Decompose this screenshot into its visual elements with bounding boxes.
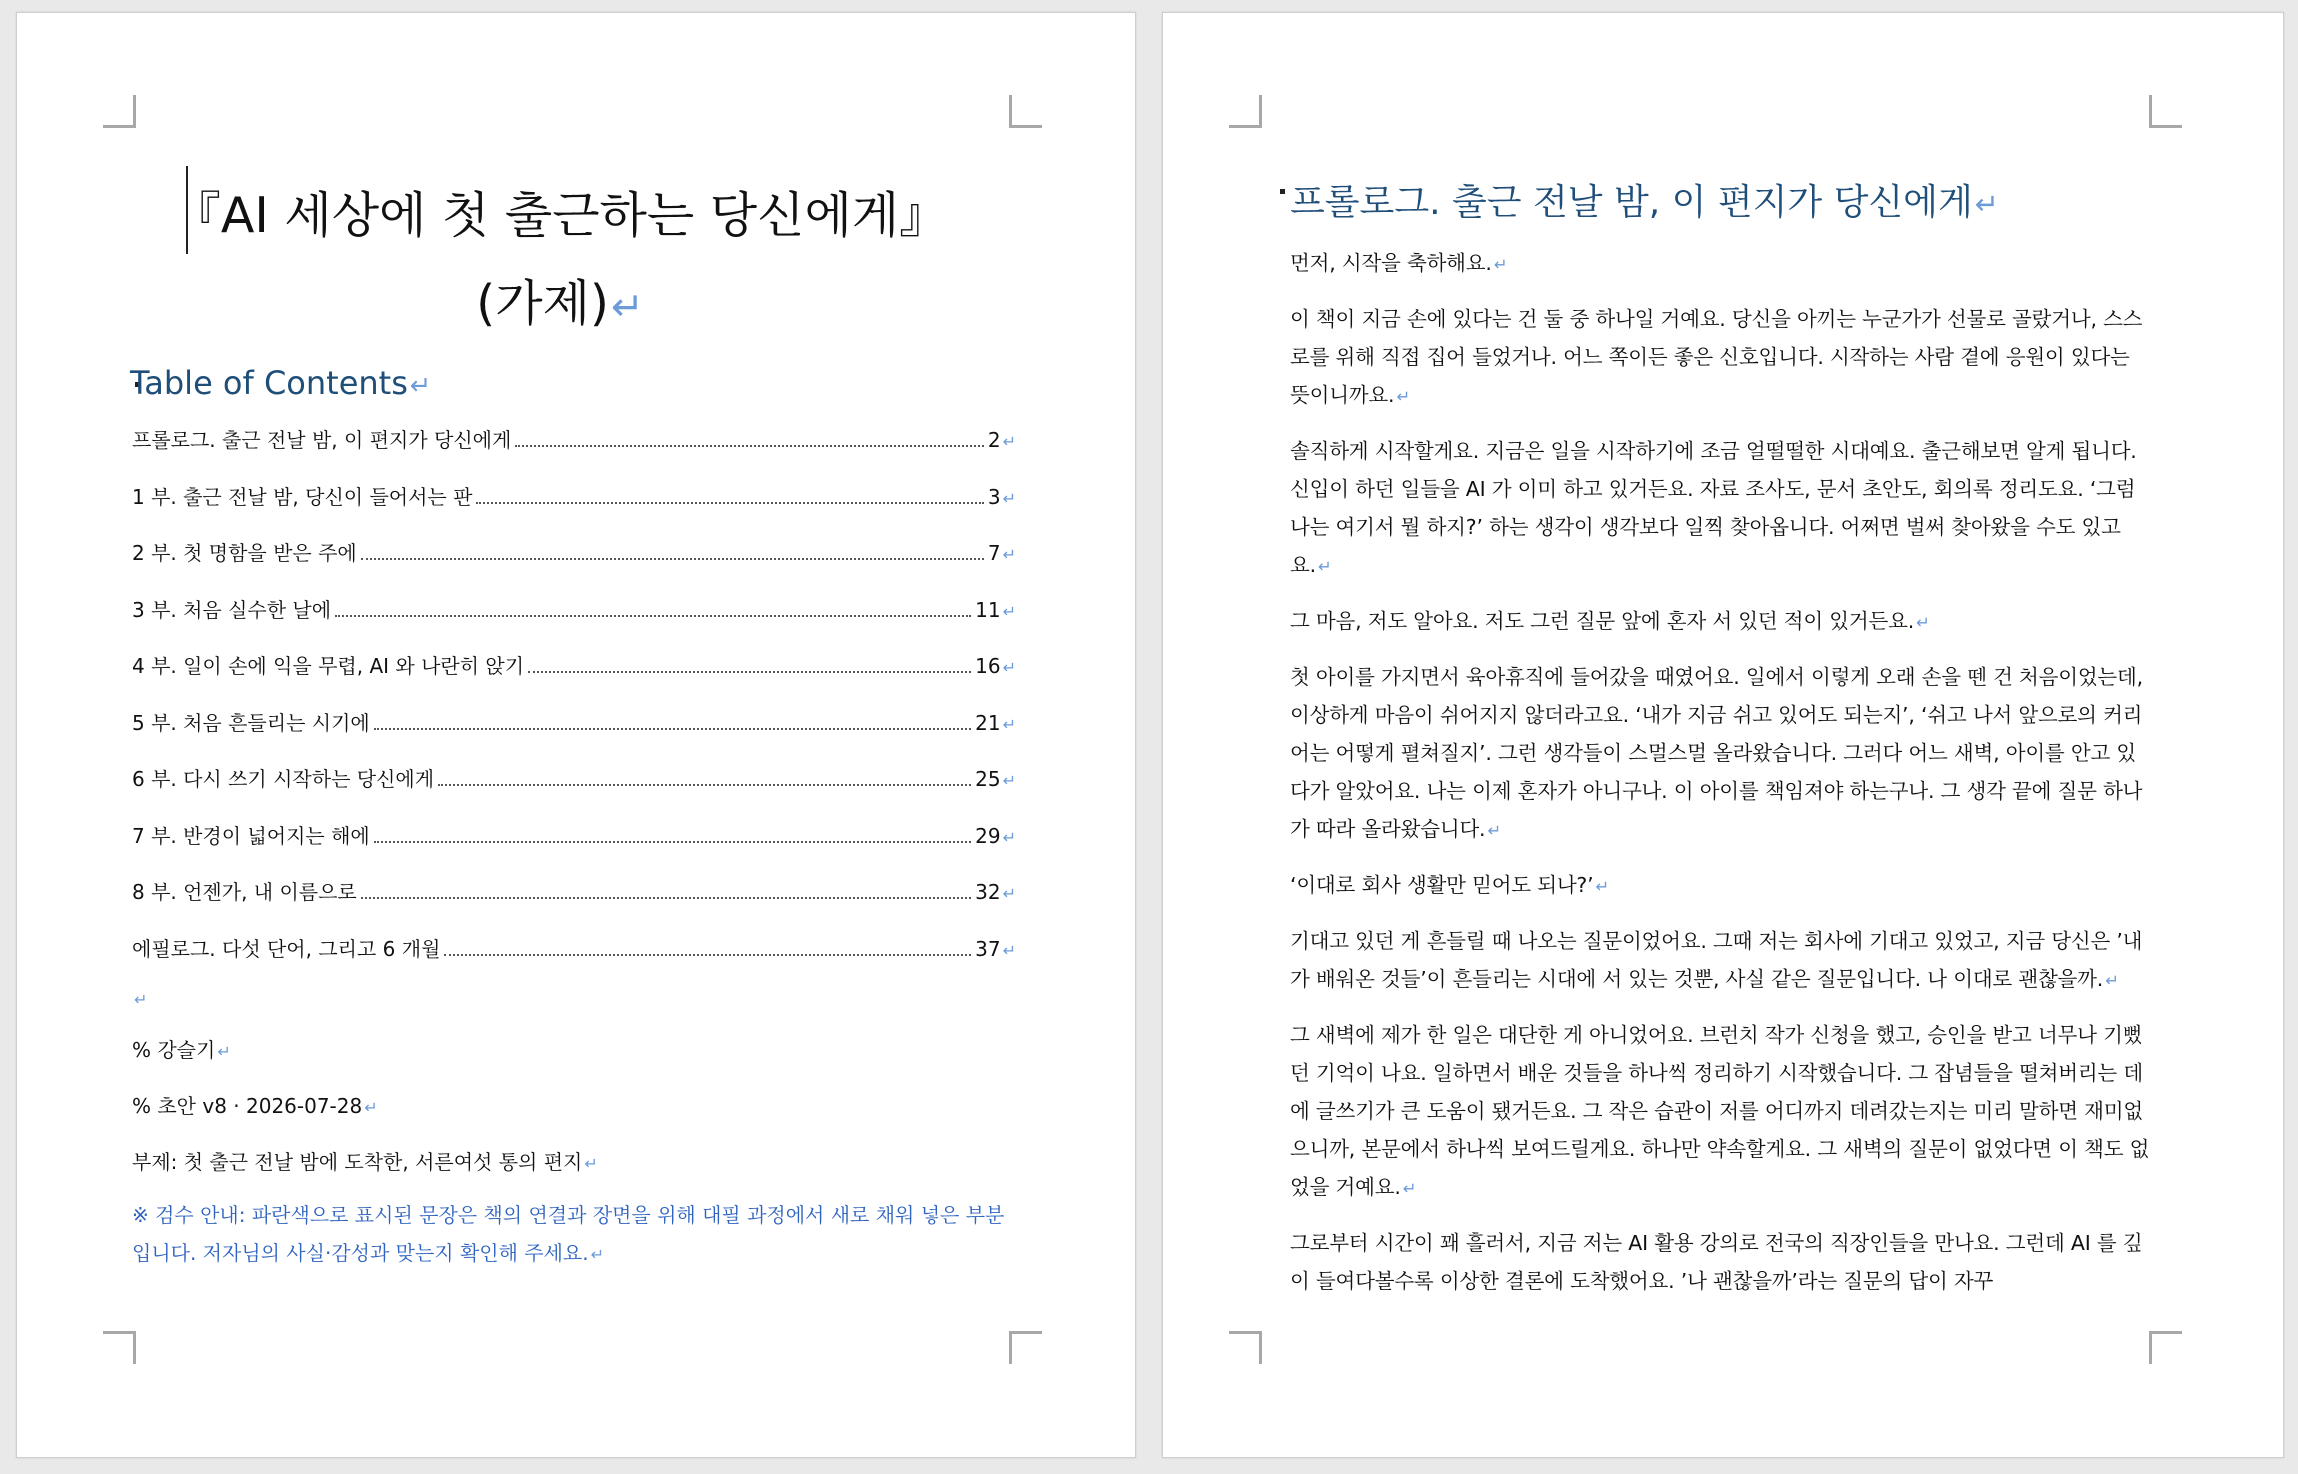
paragraph-mark-icon: ↵ — [1002, 827, 1016, 847]
document-title-line-2[interactable]: (가제)↵ — [476, 275, 644, 332]
toc-entry-page: 7 — [987, 541, 1001, 565]
toc-entry-page: 32 — [975, 880, 1001, 904]
toc-leader — [374, 841, 971, 843]
toc-entry[interactable] — [132, 537, 1016, 594]
paragraph-mark-icon: ↵ — [1396, 387, 1410, 406]
margin-mark-bottom-right — [1009, 1331, 1042, 1364]
paragraph-mark-icon: ↵ — [1002, 940, 1016, 960]
paragraph-mark-icon: ↵ — [1002, 884, 1016, 903]
toc-entry-title: 4 부. 일이 손에 익을 무렵, AI 와 나란히 앉기 — [132, 654, 525, 678]
toc-entry-page: 2 — [987, 428, 1001, 452]
toc-entry[interactable] — [132, 763, 1016, 820]
toc-entry-title: 7 부. 반경이 넓어지는 해에 — [132, 823, 370, 848]
subtitle-line[interactable]: 부제: 첫 출근 전날 밤에 도착한, 서른여섯 통의 편지 ↵ — [132, 1150, 598, 1174]
margin-mark-bottom-left — [103, 1331, 136, 1364]
review-note[interactable]: ※ 검수 안내: 파란색으로 표시된 문장은 책의 연결과 장면을 위해 대필 과정에서 새로 채워 넣은 부분입니다. 저자님의 사실·감성과 맞는지 확인해 주세요. ↵ — [132, 1203, 1005, 1265]
paragraph-mark-icon: ↵ — [409, 371, 432, 401]
body-paragraph[interactable]: 기대고 있던 게 흔들릴 때 나오는 질문이었어요. 그때 저는 회사에 기대고 있었고, 지금 당신은 ’내가 배워온 것들’이 흔들리는 시대에 서 있는 것뿐, 사실 같은 질문입니다. 나 이대로 괜찮을까. ↵ — [1290, 929, 2143, 991]
toc-entry-page: 16 — [975, 654, 1001, 678]
toc-leader — [515, 445, 984, 447]
toc-entry-title: 2 부. 첫 명함을 받은 주에 — [132, 541, 357, 565]
toc-entry[interactable] — [132, 424, 1016, 481]
toc-entry-title: 5 부. 처음 흔들리는 시기에 — [132, 710, 370, 735]
paragraph-mark-icon: ↵ — [1487, 821, 1501, 840]
paragraph-mark-icon: ↵ — [1974, 187, 1999, 221]
body-paragraph[interactable]: 첫 아이를 가지면서 육아휴직에 들어갔을 때였어요. 일에서 이렇게 오래 손을 뗀 건 처음이었는데, 이상하게 마음이 쉬어지지 않더라고요. ‘내가 지금 쉬고 있어도 되는지’, ‘쉬고 나서 앞으로의 커리어는 어떻게 펼쳐질지’. 그런 생각들이 스멀스멀 올라왔습니다. 그러다 어느 새벽, 아이를 안고 있다가 알았어요. 나는 이제 혼자가 아니구나. 이 아이를 책임져야 하는구나. 그 생각 끝에 질문 하나가 따라 올라왔습니다. ↵ — [1290, 665, 2143, 841]
toc-entry-page: 37 — [975, 936, 1001, 961]
margin-mark-bottom-left — [1229, 1331, 1262, 1364]
toc-entry-title: 8 부. 언젠가, 내 이름으로 — [132, 880, 357, 904]
paragraph-mark-icon: ↵ — [1002, 714, 1016, 734]
toc-entry[interactable] — [132, 594, 1016, 651]
toc-entry-title: 1 부. 출근 전날 밤, 당신이 들어서는 판 — [132, 484, 473, 509]
paragraph-mark-icon: ↵ — [1402, 1179, 1417, 1198]
paragraph-mark-icon: ↵ — [364, 1098, 378, 1117]
margin-mark-top-right — [2149, 95, 2182, 128]
toc-entry-title: 3 부. 처음 실수한 날에 — [132, 597, 332, 622]
margin-mark-bottom-right — [2149, 1331, 2182, 1364]
paragraph-mark-icon: ↵ — [1493, 255, 1508, 274]
toc-leader — [444, 954, 971, 956]
toc-leader — [335, 615, 971, 617]
paragraph-mark-icon: ↵ — [611, 285, 644, 330]
toc-entry-page: 11 — [975, 597, 1001, 622]
draft-version-line[interactable]: % 초안 v8 · 2026-07-28 ↵ — [132, 1094, 378, 1118]
toc-leader — [476, 502, 983, 504]
paragraph-mark-icon: ↵ — [1002, 658, 1016, 677]
margin-mark-top-left — [1229, 95, 1262, 128]
margin-mark-top-left — [103, 95, 136, 128]
toc-leader — [528, 671, 971, 673]
empty-paragraph[interactable] — [132, 982, 147, 1016]
paragraph-mark-icon: ↵ — [584, 1154, 598, 1173]
toc-list — [132, 424, 1016, 989]
toc-entry[interactable] — [132, 481, 1016, 538]
paragraph-mark-icon: ↵ — [1002, 432, 1016, 451]
body-paragraph[interactable]: 먼저, 시작을 축하해요. ↵ — [1290, 251, 1508, 275]
paragraph-mark-icon: ↵ — [1595, 877, 1609, 896]
paragraph-mark-icon: ↵ — [1002, 545, 1016, 564]
toc-entry[interactable] — [132, 650, 1016, 707]
paragraph-mark-icon: ↵ — [217, 1042, 231, 1061]
body-paragraph[interactable]: 솔직하게 시작할게요. 지금은 일을 시작하기에 조금 얼떨떨한 시대예요. 출근해보면 알게 됩니다. 신입이 하던 일들을 AI 가 이미 하고 있거든요. 자료 조사도, 문서 초안도, 회의록 정리도요. ‘그럼 나는 여기서 뭘 하지?’ 하는 생각이 생각보다 일찍 찾아옵니다. 어쩌면 벌써 찾아왔을 수도 있고요. ↵ — [1290, 439, 2137, 577]
toc-leader — [438, 784, 971, 786]
body-paragraph[interactable]: 이 책이 지금 손에 있다는 건 둘 중 하나일 거예요. 당신을 아끼는 누군가가 선물로 골랐거나, 스스로를 위해 직접 집어 들었거나. 어느 쪽이든 좋은 신호입니다. 시작하는 사람 곁에 응원이 있다는 뜻이니까요. ↵ — [1290, 307, 2143, 407]
document-title-line-1[interactable]: 『AI 세상에 첫 출근하는 당신에게』 — [171, 187, 949, 244]
toc-entry-page: 3 — [987, 484, 1001, 509]
paragraph-mark-icon: ↵ — [1002, 771, 1016, 790]
body-paragraph[interactable]: ‘이대로 회사 생활만 믿어도 되나?’ ↵ — [1290, 873, 1609, 897]
toc-entry-title: 프롤로그. 출근 전날 밤, 이 편지가 당신에게 — [132, 428, 512, 452]
body-paragraph[interactable]: 그 마음, 저도 알아요. 저도 그런 질문 앞에 혼자 서 있던 적이 있거든요. ↵ — [1290, 609, 1930, 633]
body-paragraph[interactable]: 그로부터 시간이 꽤 흘러서, 지금 저는 AI 활용 강의로 전국의 직장인들을 만나요. 그런데 AI 를 깊이 들여다볼수록 이상한 결론에 도착했어요. ’나 괜찮을까’라는 질문의 답이 자꾸 — [1290, 1231, 2143, 1293]
toc-leader — [361, 558, 984, 560]
toc-heading[interactable]: Table of Contents↵ — [130, 364, 432, 402]
toc-entry[interactable] — [132, 820, 1016, 877]
paragraph-mark-icon: ↵ — [134, 990, 148, 1009]
toc-entry-page: 29 — [975, 823, 1001, 848]
paragraph-mark-icon: ↵ — [2105, 971, 2119, 990]
toc-entry[interactable] — [132, 876, 1016, 933]
paragraph-mark-icon: ↵ — [1317, 557, 1332, 576]
toc-entry-page: 21 — [975, 710, 1001, 735]
toc-entry-title: 에필로그. 다섯 단어, 그리고 6 개월 — [132, 936, 441, 961]
paragraph-mark-icon: ↵ — [1916, 613, 1930, 632]
body-paragraph[interactable]: 그 새벽에 제가 한 일은 대단한 게 아니었어요. 브런치 작가 신청을 했고, 승인을 받고 너무나 기뻤던 기억이 나요. 일하면서 배운 것들을 하나씩 정리하기 시작했습니다. 그 잡념들을 떨쳐버리는 데에 글쓰기가 큰 도움이 됐거든요. 그 작은 습관이 저를 어디까지 데려갔는지는 미리 말하면 재미없으니까, 본문에서 하나씩 보여드릴게요. 하나만 약속할게요. 그 새벽의 질문이 없었다면 이 책도 없었을 거예요. ↵ — [1290, 1023, 2150, 1199]
toc-entry[interactable] — [132, 707, 1016, 764]
toc-leader — [361, 897, 971, 899]
toc-entry-title: 6 부. 다시 쓰기 시작하는 당신에게 — [132, 767, 435, 791]
toc-entry-page: 25 — [975, 767, 1001, 791]
author-line[interactable]: % 강슬기 ↵ — [132, 1038, 231, 1062]
paragraph-mark-icon: ↵ — [590, 1245, 604, 1264]
prologue-body — [1290, 244, 2150, 1316]
heading-bullet-icon — [1280, 189, 1285, 194]
paragraph-mark-icon: ↵ — [1002, 601, 1016, 621]
paragraph-mark-icon: ↵ — [1002, 488, 1016, 508]
prologue-heading[interactable]: 프롤로그. 출근 전날 밤, 이 편지가 당신에게↵ — [1290, 182, 1999, 223]
margin-mark-top-right — [1009, 95, 1042, 128]
toc-leader — [374, 728, 971, 730]
toc-entry[interactable] — [132, 933, 1016, 990]
